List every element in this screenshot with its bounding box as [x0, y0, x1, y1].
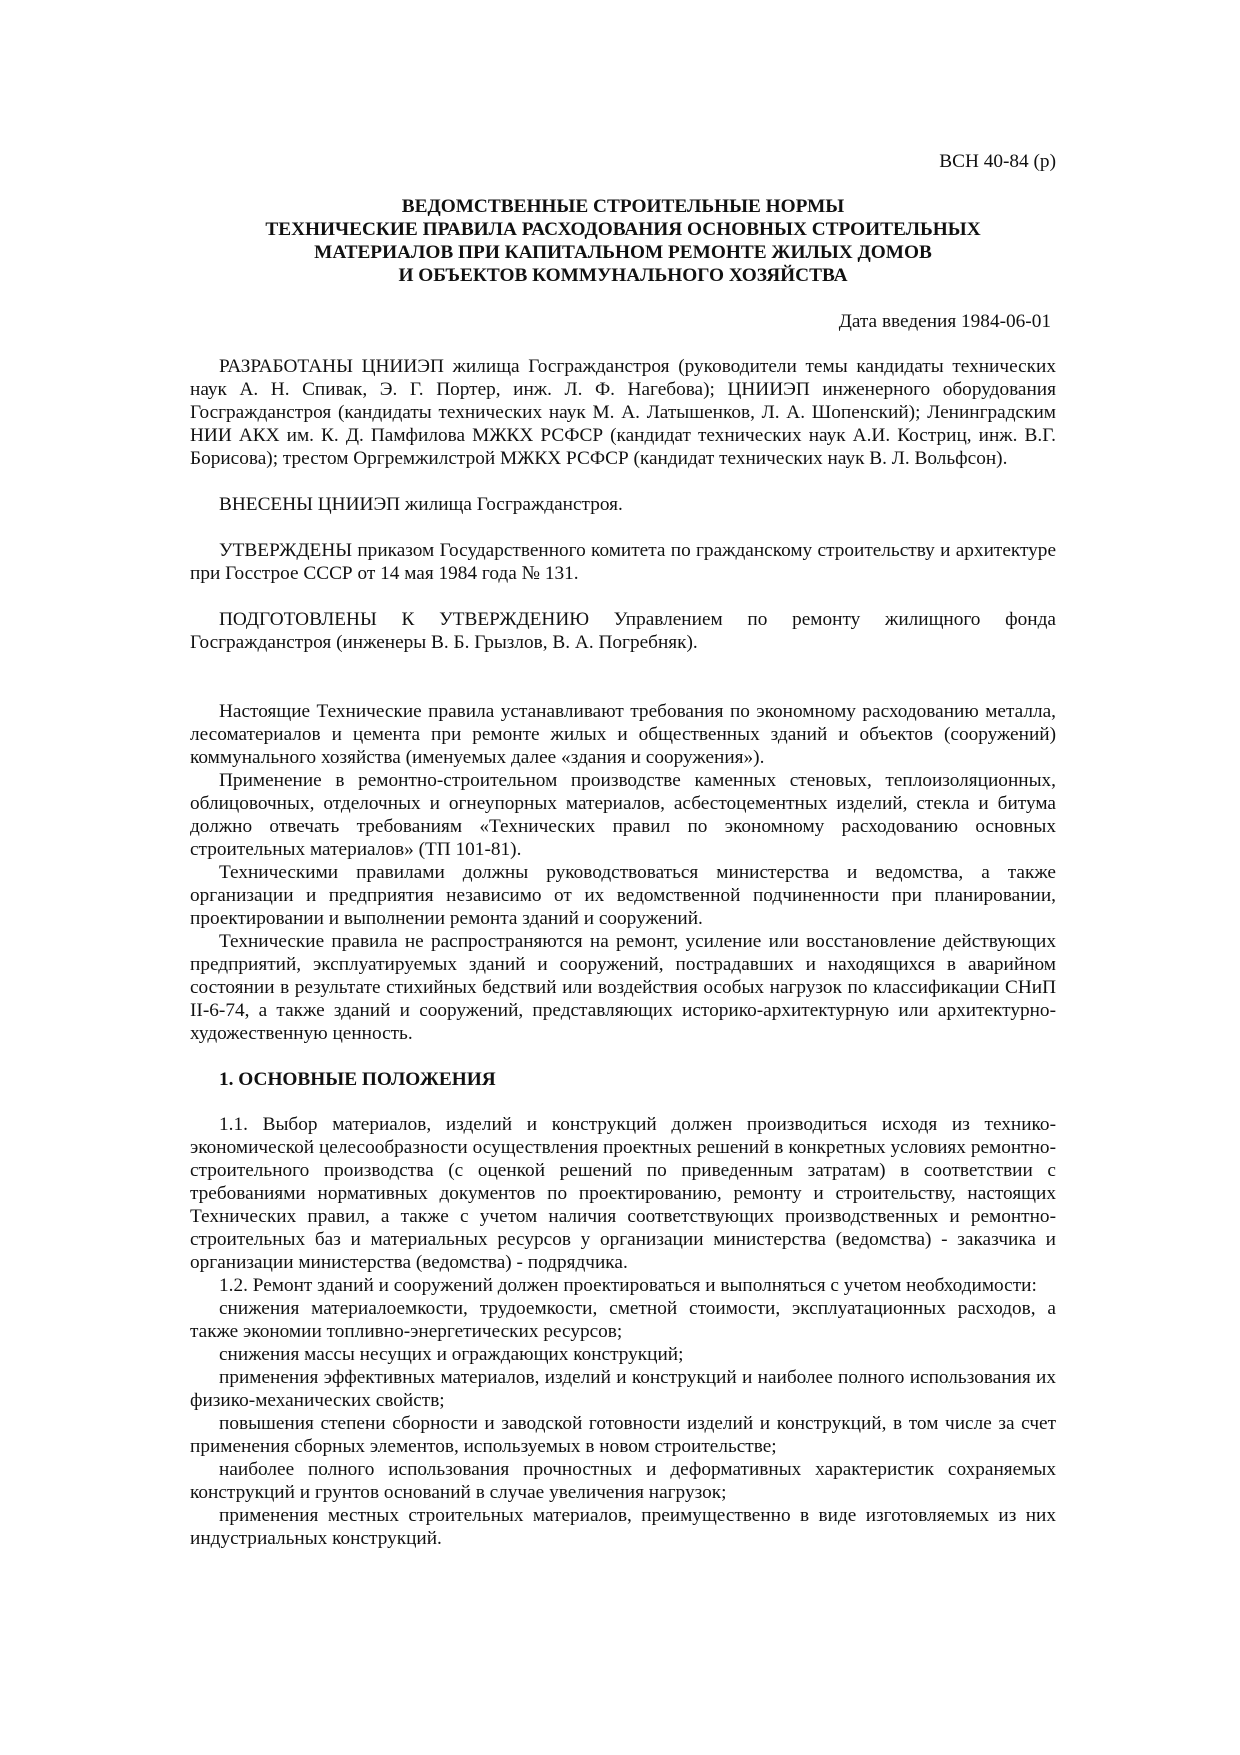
intro-paragraph: Применение в ремонтно-строительном производстве каменных стеновых, теплоизоляционных, облицовочных, отделочных и огнеупорных материалов, асбестоцементных изделий, стекла и битума должно отвечать требованиям «Технических правил по экономному расходованию основных строительных материалов» (ТП 101-81).: [190, 770, 1056, 860]
section-heading: 1. ОСНОВНЫЕ ПОЛОЖЕНИЯ: [219, 1069, 496, 1090]
submitted-paragraph: ВНЕСЕНЫ ЦНИИЭП жилища Госгражданстроя.: [219, 494, 623, 515]
document-code: ВСН 40-84 (р): [939, 151, 1056, 172]
prepared-paragraph: ПОДГОТОВЛЕНЫ К УТВЕРЖДЕНИЮ Управлением по ремонту жилищного фонда Госгражданстроя (инженеры В. Б. Грызлов, В. А. Погребняк).: [190, 609, 1056, 653]
title-line: И ОБЪЕКТОВ КОММУНАЛЬНОГО ХОЗЯЙСТВА: [398, 265, 848, 286]
list-item: снижения массы несущих и ограждающих конструкций;: [219, 1344, 684, 1365]
list-item: повышения степени сборности и заводской готовности изделий и конструкций, в том числе за счет применения сборных элементов, используемых в новом строительстве;: [190, 1413, 1056, 1457]
developed-paragraph: РАЗРАБОТАНЫ ЦНИИЭП жилища Госгражданстроя (руководители темы кандидаты технических наук А. Н. Спивак, Э. Г. Портер, инж. Л. Ф. Нагебова); ЦНИИЭП инженерного оборудования Госгражданстроя (кандидаты технических наук М. А. Латышенков, Л. А. Шопенский); Ленинградским НИИ АКХ им. К. Д. Памфилова МЖКХ РСФСР (кандидат технических наук А.И. Костриц, инж. В.Г. Борисова); трестом Оргремжилстрой МЖКХ РСФСР (кандидат технических наук В. Л. Вольфсон).: [190, 356, 1056, 469]
intro-paragraph: Технические правила не распространяются на ремонт, усиление или восстановление действующих предприятий, эксплуатируемых зданий и сооружений, пострадавших и находящихся в аварийном состоянии в результате стихийных бедствий или воздействия особых нагрузок по классификации СНиП II-6-74, а также зданий и сооружений, представляющих историко-архитектурную или архитектурно-художественную ценность.: [190, 931, 1056, 1044]
section-paragraph: 1.2. Ремонт зданий и сооружений должен проектироваться и выполняться с учетом необходимости:: [219, 1275, 1037, 1296]
introduction-date: Дата введения 1984-06-01: [838, 311, 1051, 332]
list-item: применения эффективных материалов, изделий и конструкций и наиболее полного использования их физико-механических свойств;: [190, 1367, 1056, 1411]
list-item: наиболее полного использования прочностных и деформативных характеристик сохраняемых конструкций и грунтов оснований в случае увеличения нагрузок;: [190, 1459, 1056, 1503]
list-item: применения местных строительных материалов, преимущественно в виде изготовляемых из них индустриальных конструкций.: [190, 1505, 1056, 1549]
section-paragraph: 1.1. Выбор материалов, изделий и конструкций должен производиться исходя из технико-экономической целесообразности осуществления проектных решений в конкретных условиях ремонтно-строительного производства (с оценкой решений по приведенным затратам) в соответствии с требованиями нормативных документов по проектированию, ремонту и строительству, настоящих Технических правил, а также с учетом наличия соответствующих производственных и ремонтно-строительных баз и материальных ресурсов у организации министерства (ведомства) - заказчика и организации министерства (ведомства) - подрядчика.: [190, 1114, 1056, 1273]
document-page: [190, 150, 1056, 1550]
list-item: снижения материалоемкости, трудоемкости, сметной стоимости, эксплуатационных расходов, а также экономии топливно-энергетических ресурсов;: [190, 1298, 1056, 1342]
title-line: ТЕХНИЧЕСКИЕ ПРАВИЛА РАСХОДОВАНИЯ ОСНОВНЫХ СТРОИТЕЛЬНЫХ: [265, 219, 981, 240]
title-line: ВЕДОМСТВЕННЫЕ СТРОИТЕЛЬНЫЕ НОРМЫ: [401, 196, 845, 217]
title-line: МАТЕРИАЛОВ ПРИ КАПИТАЛЬНОМ РЕМОНТЕ ЖИЛЫХ ДОМОВ: [314, 242, 932, 263]
intro-paragraph: Настоящие Технические правила устанавливают требования по экономному расходованию металла, лесоматериалов и цемента при ремонте жилых и общественных зданий и объектов (сооружений) коммунального хозяйства (именуемых далее «здания и сооружения»).: [190, 701, 1056, 768]
document-title: [190, 195, 1056, 287]
approved-paragraph: УТВЕРЖДЕНЫ приказом Государственного комитета по гражданскому строительству и архитектуре при Госстрое СССР от 14 мая 1984 года № 131.: [190, 540, 1056, 584]
intro-paragraph: Техническими правилами должны руководствоваться министерства и ведомства, а также организации и предприятия независимо от их ведомственной подчиненности при планировании, проектировании и выполнении ремонта зданий и сооружений.: [190, 862, 1056, 929]
